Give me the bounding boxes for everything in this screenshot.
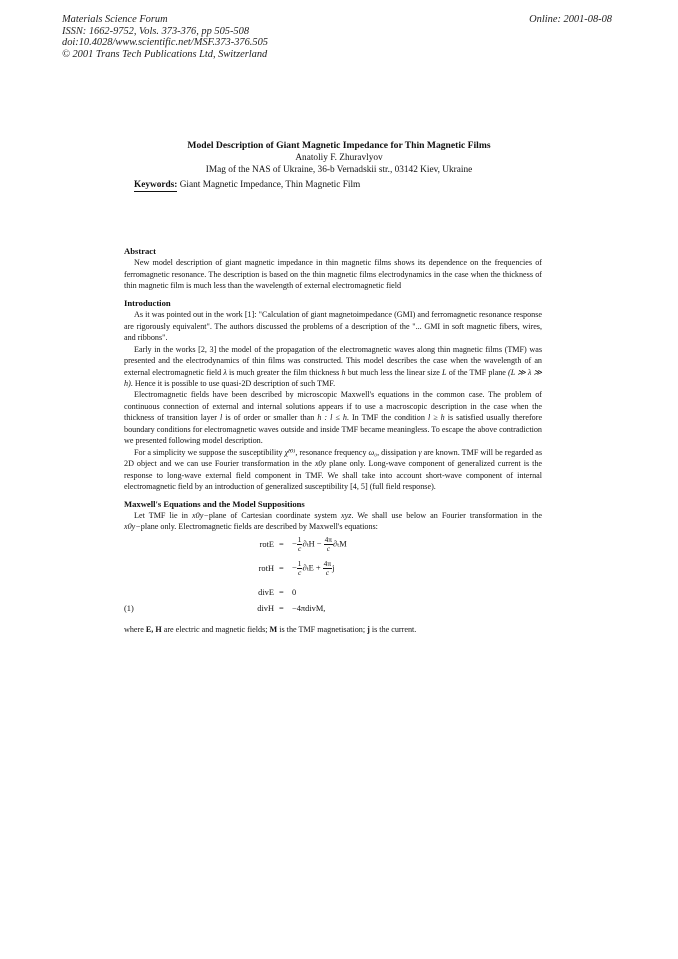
keywords-line (134, 180, 360, 190)
intro-paragraph-4: For a simplicity we suppose the susceptibility χ̃⁽⁰⁾, resonance frequency ω₀, dissipation γ are known. TMF will be regarded as 2D object and we can use Fourier transformation in the x0y plane only. Long-wave component of generalized current is the response to long-wave external field component in TMF. We shall take into account short-wave component of internal electromagnetic field by an introduction of generalized susceptibility [4, 5] (full field response). (124, 447, 543, 492)
keywords-label: Keywords: (134, 180, 178, 190)
journal-issn: ISSN: 1662-9752, Vols. 373-376, pp 505-508 (62, 25, 250, 37)
journal-name: Materials Science Forum (62, 14, 168, 25)
equation-div-h: (1) divH = −4πdivM, (124, 603, 326, 613)
keywords-value: Giant Magnetic Impedance, Thin Magnetic Film (179, 180, 361, 190)
intro-paragraph-2: Early in the works [2, 3] the model of the propagation of the electromagnetic waves along thin magnetic films (TMF) was presented and the electrodynamics of thin films was constructed. This model describes the case when the wavelength of an external electromagnetic field λ is much greater the film thickness h but much less the linear size L of the TMF plane (L ≫ λ ≫ h). Hence it is possible to use quasi-2D description of such TMF. (124, 344, 543, 388)
maxwell-equations (124, 536, 542, 622)
paper-title: Model Description of Giant Magnetic Impedance for Thin Magnetic Films (187, 140, 491, 151)
equation-div-e: divE = 0 (258, 587, 297, 597)
journal-header (62, 14, 268, 60)
journal-doi[interactable]: doi:10.4028/www.scientific.net/MSF.373-376.505 (62, 37, 268, 49)
intro-paragraph-3: Electromagnetic fields have been described by microscopic Maxwell's equations in the common case. The problem of continuous connection of external and internal solutions appears if to use a macroscopic description in the case when the thickness of transition layer l is of order or smaller than h : l ≤ h. In TMF the condition l ≥ h is satisfied usually therefore boundary conditions for electromagnetic waves outside and inside TMF became meaningless. To escape the above contradiction we presented following model description. (124, 390, 543, 446)
introduction-heading: Introduction (124, 297, 171, 308)
paper-affiliation: IMag of the NAS of Ukraine, 36-b Vernadskii str., 03142 Kiev, Ukraine (205, 164, 473, 175)
online-date: Online: 2001-08-08 (529, 14, 612, 25)
maxwell-paragraph-1: Let TMF lie in x0y−plane of Cartesian coordinate system xyz. We shall use below an Fourier transformation in the x0y−plane only. Electromagnetic fields are described by Maxwell's equations: (124, 510, 543, 532)
intro-paragraph-1: As it was pointed out in the work [1]: "Calculation of giant magnetoimpedance (GMI) and ferromagnetic resonance response are rigorously equivalent". The authors discussed the problems of a description of the "... GMI in soft magnetic fibers, wires, and ribbons". (124, 310, 542, 343)
paper-body (124, 246, 542, 635)
title-block (0, 140, 678, 176)
abstract-heading: Abstract (124, 246, 156, 256)
paper-author: Anatoliy F. Zhuravlyov (295, 152, 383, 163)
equation-rot-e: rotE = − $\frac{1}{c}$ ∂ₜH − $\frac{4\pi}{c}$ ∂ₜM (259, 534, 347, 553)
equation-number: (1) (124, 603, 134, 613)
journal-copyright: © 2001 Trans Tech Publications Ltd, Switzerland (62, 48, 268, 60)
maxwell-heading: Maxwell's Equations and the Model Suppositions (124, 498, 305, 509)
equation-rot-h: rotH = − $\frac{1}{c}$ ∂ₜE + $\frac{4\pi}{c}$ j (258, 558, 335, 577)
maxwell-paragraph-2: where E, H are electric and magnetic fields; M is the TMF magnetisation; j is the current. (124, 624, 417, 634)
abstract-text: New model description of giant magnetic impedance in thin magnetic films shows its dependence on the frequencies of ferromagnetic resonance. The description is based on the thin magnetic films electrodynamics in the case when the thickness of thin magnetic film is much less than the wavelength of external electromagnetic field (124, 258, 542, 291)
